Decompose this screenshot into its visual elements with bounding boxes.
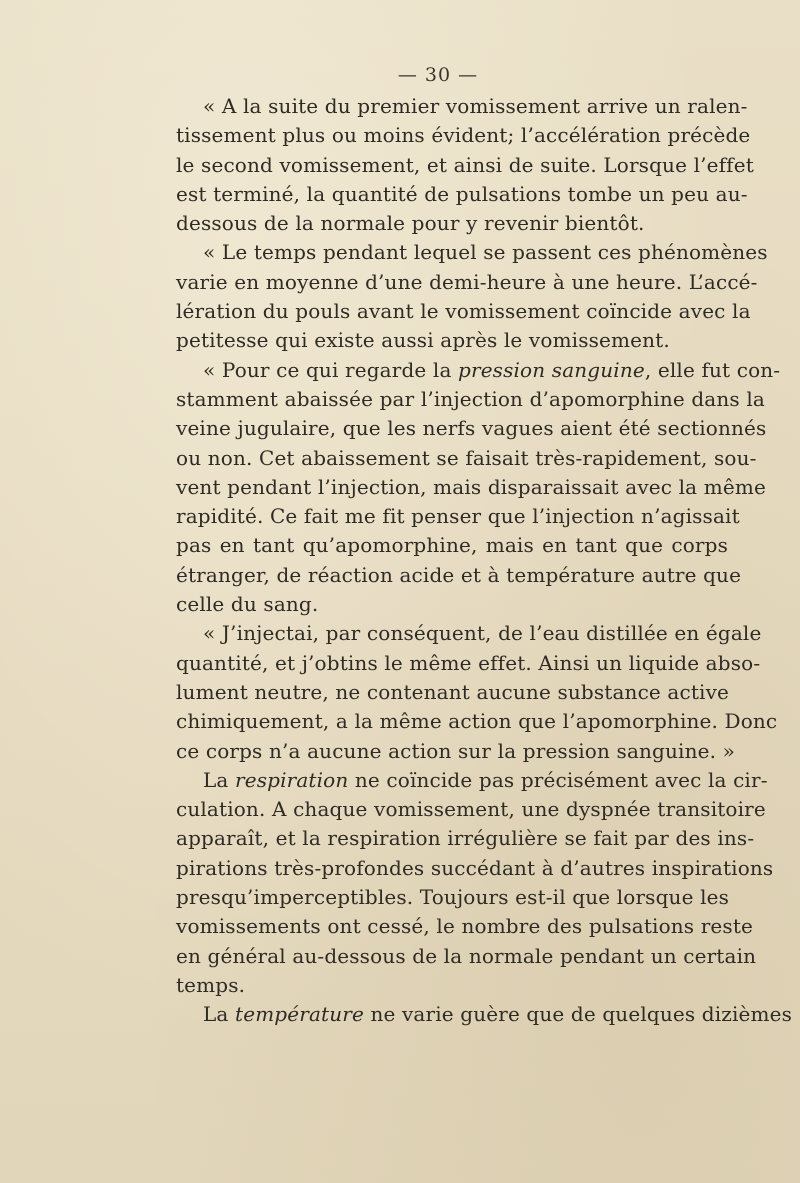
page-number: — 30 — [397,64,479,86]
text-line: presqu’imperceptibles. Toujours est-il que lorsque les [176,885,730,910]
body-text [176,92,792,1030]
text-line: apparaît, et la respiration irrégulière se fait par des ins- [176,826,755,851]
text-line: « J’injectai, par conséquent, de l’eau distillée en égale [203,621,762,646]
text-line: lument neutre, ne contenant aucune substance active [176,679,730,704]
text-line: vomissements ont cessé, le nombre des pulsations reste [176,914,754,939]
text-line: temps. [176,972,246,997]
text-line: La respiration ne coïncide pas précisément avec la cir- [203,767,768,792]
text-line: lération du pouls avant le vomissement coïncide avec la [176,299,751,324]
text-line: « Pour ce qui regarde la pression sanguine, elle fut con- [203,357,781,382]
text-line: est terminé, la quantité de pulsations tombe un peu au- [176,181,748,206]
text-line: pirations très-profondes succédant à d’autres inspirations [176,855,774,880]
emphasis-term: pression sanguine [458,357,645,382]
text-line: en général au-dessous de la normale pendant un certain [176,943,757,968]
text-line: rapidité. Ce fait me fit penser que l’injection n’agissait [176,504,740,529]
text-line: pas en tant qu’apomorphine, mais en tant que corps [176,533,728,558]
text-line: varie en moyenne d’une demi-heure à une heure. L’accé- [176,269,758,294]
text-line: vent pendant l’injection, mais disparaissait avec la même [176,474,766,499]
text-line: le second vomissement, et ainsi de suite. Lorsque l’effet [176,152,754,177]
text-line: « Le temps pendant lequel se passent ces phénomènes [203,240,768,265]
text-line: ou non. Cet abaissement se faisait très-rapidement, sou- [176,445,757,470]
text-line: étranger, de réaction acide et à température autre que [176,562,742,587]
text-line: La température ne varie guère que de quelques dizièmes [203,1002,792,1027]
text-line: « A la suite du premier vomissement arrive un ralen- [203,94,748,118]
text-line: veine jugulaire, que les nerfs vagues aient été sectionnés [176,416,767,441]
text-line: ce corps n’a aucune action sur la pression sanguine. » [176,738,735,763]
emphasis-term: température [235,1002,364,1027]
text-line: tissement plus ou moins évident; l’accélération précède [176,123,751,148]
text-line: stamment abaissée par l’injection d’apomorphine dans la [176,386,765,411]
emphasis-term: respiration [235,767,349,792]
text-line: dessous de la normale pour y revenir bientôt. [176,211,645,236]
text-line: petitesse qui existe aussi après le vomissement. [176,328,670,353]
text-line: celle du sang. [176,592,319,617]
text-line: culation. A chaque vomissement, une dyspnée transitoire [176,797,766,822]
text-line: quantité, et j’obtins le même effet. Ainsi un liquide abso- [176,650,761,675]
text-line: chimiquement, a la même action que l’apomorphine. Donc [176,709,778,734]
